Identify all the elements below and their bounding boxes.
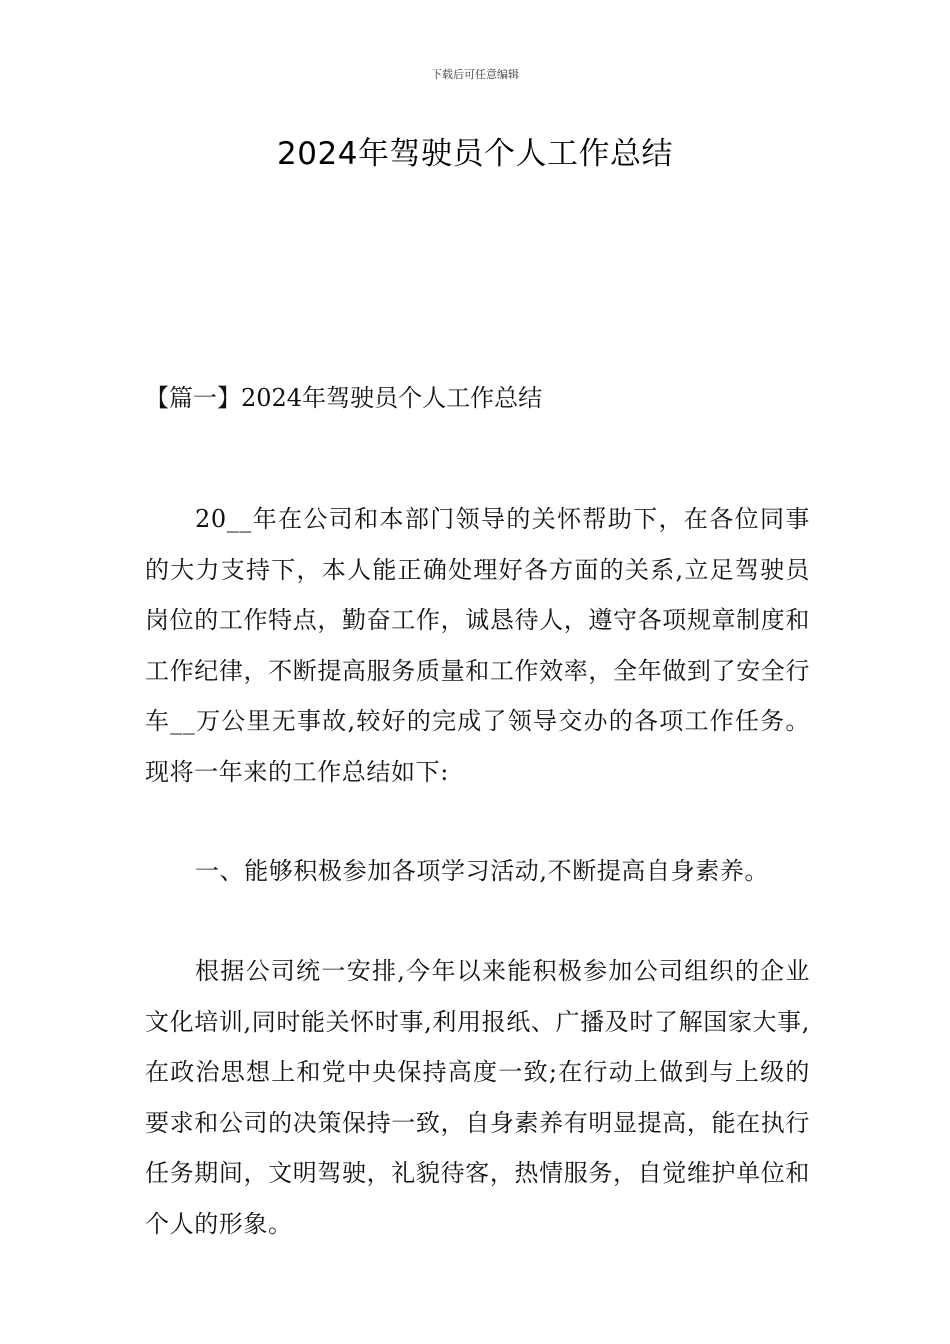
paragraph-study: 根据公司统一安排,今年以来能积极参加公司组织的企业文化培训,同时能关怀时事,利用报纸、广播及时了解国家大事,在政治思想上和党中央保持高度一致;在行动上做到与上级的要求和公司的决策保持一致，自身素养有明显提高，能在执行任务期间，文明驾驶，礼貌待客，热情服务，自觉维护单位和个人的形象。 bbox=[145, 957, 810, 1238]
paragraph-intro: 20__年在公司和本部门领导的关怀帮助下，在各位同事的大力支持下，本人能正确处理好各方面的关系,立足驾驶员岗位的工作特点，勤奋工作，诚恳待人，遵守各项规章制度和工作纪律，不断提高服务质量和工作效率，全年做到了安全行车__万公里无事故,较好的完成了领导交办的各项工作任务。现将一年来的工作总结如下: bbox=[145, 505, 810, 786]
section-heading: 【篇一】2024年驾驶员个人工作总结 bbox=[145, 384, 543, 412]
document-title: 2024年驾驶员个人工作总结 bbox=[277, 136, 673, 172]
header-note: 下载后可任意编辑 bbox=[431, 68, 519, 81]
paragraph-subheading: 一、能够积极参加各项学习活动,不断提高自身素养。 bbox=[195, 857, 770, 885]
